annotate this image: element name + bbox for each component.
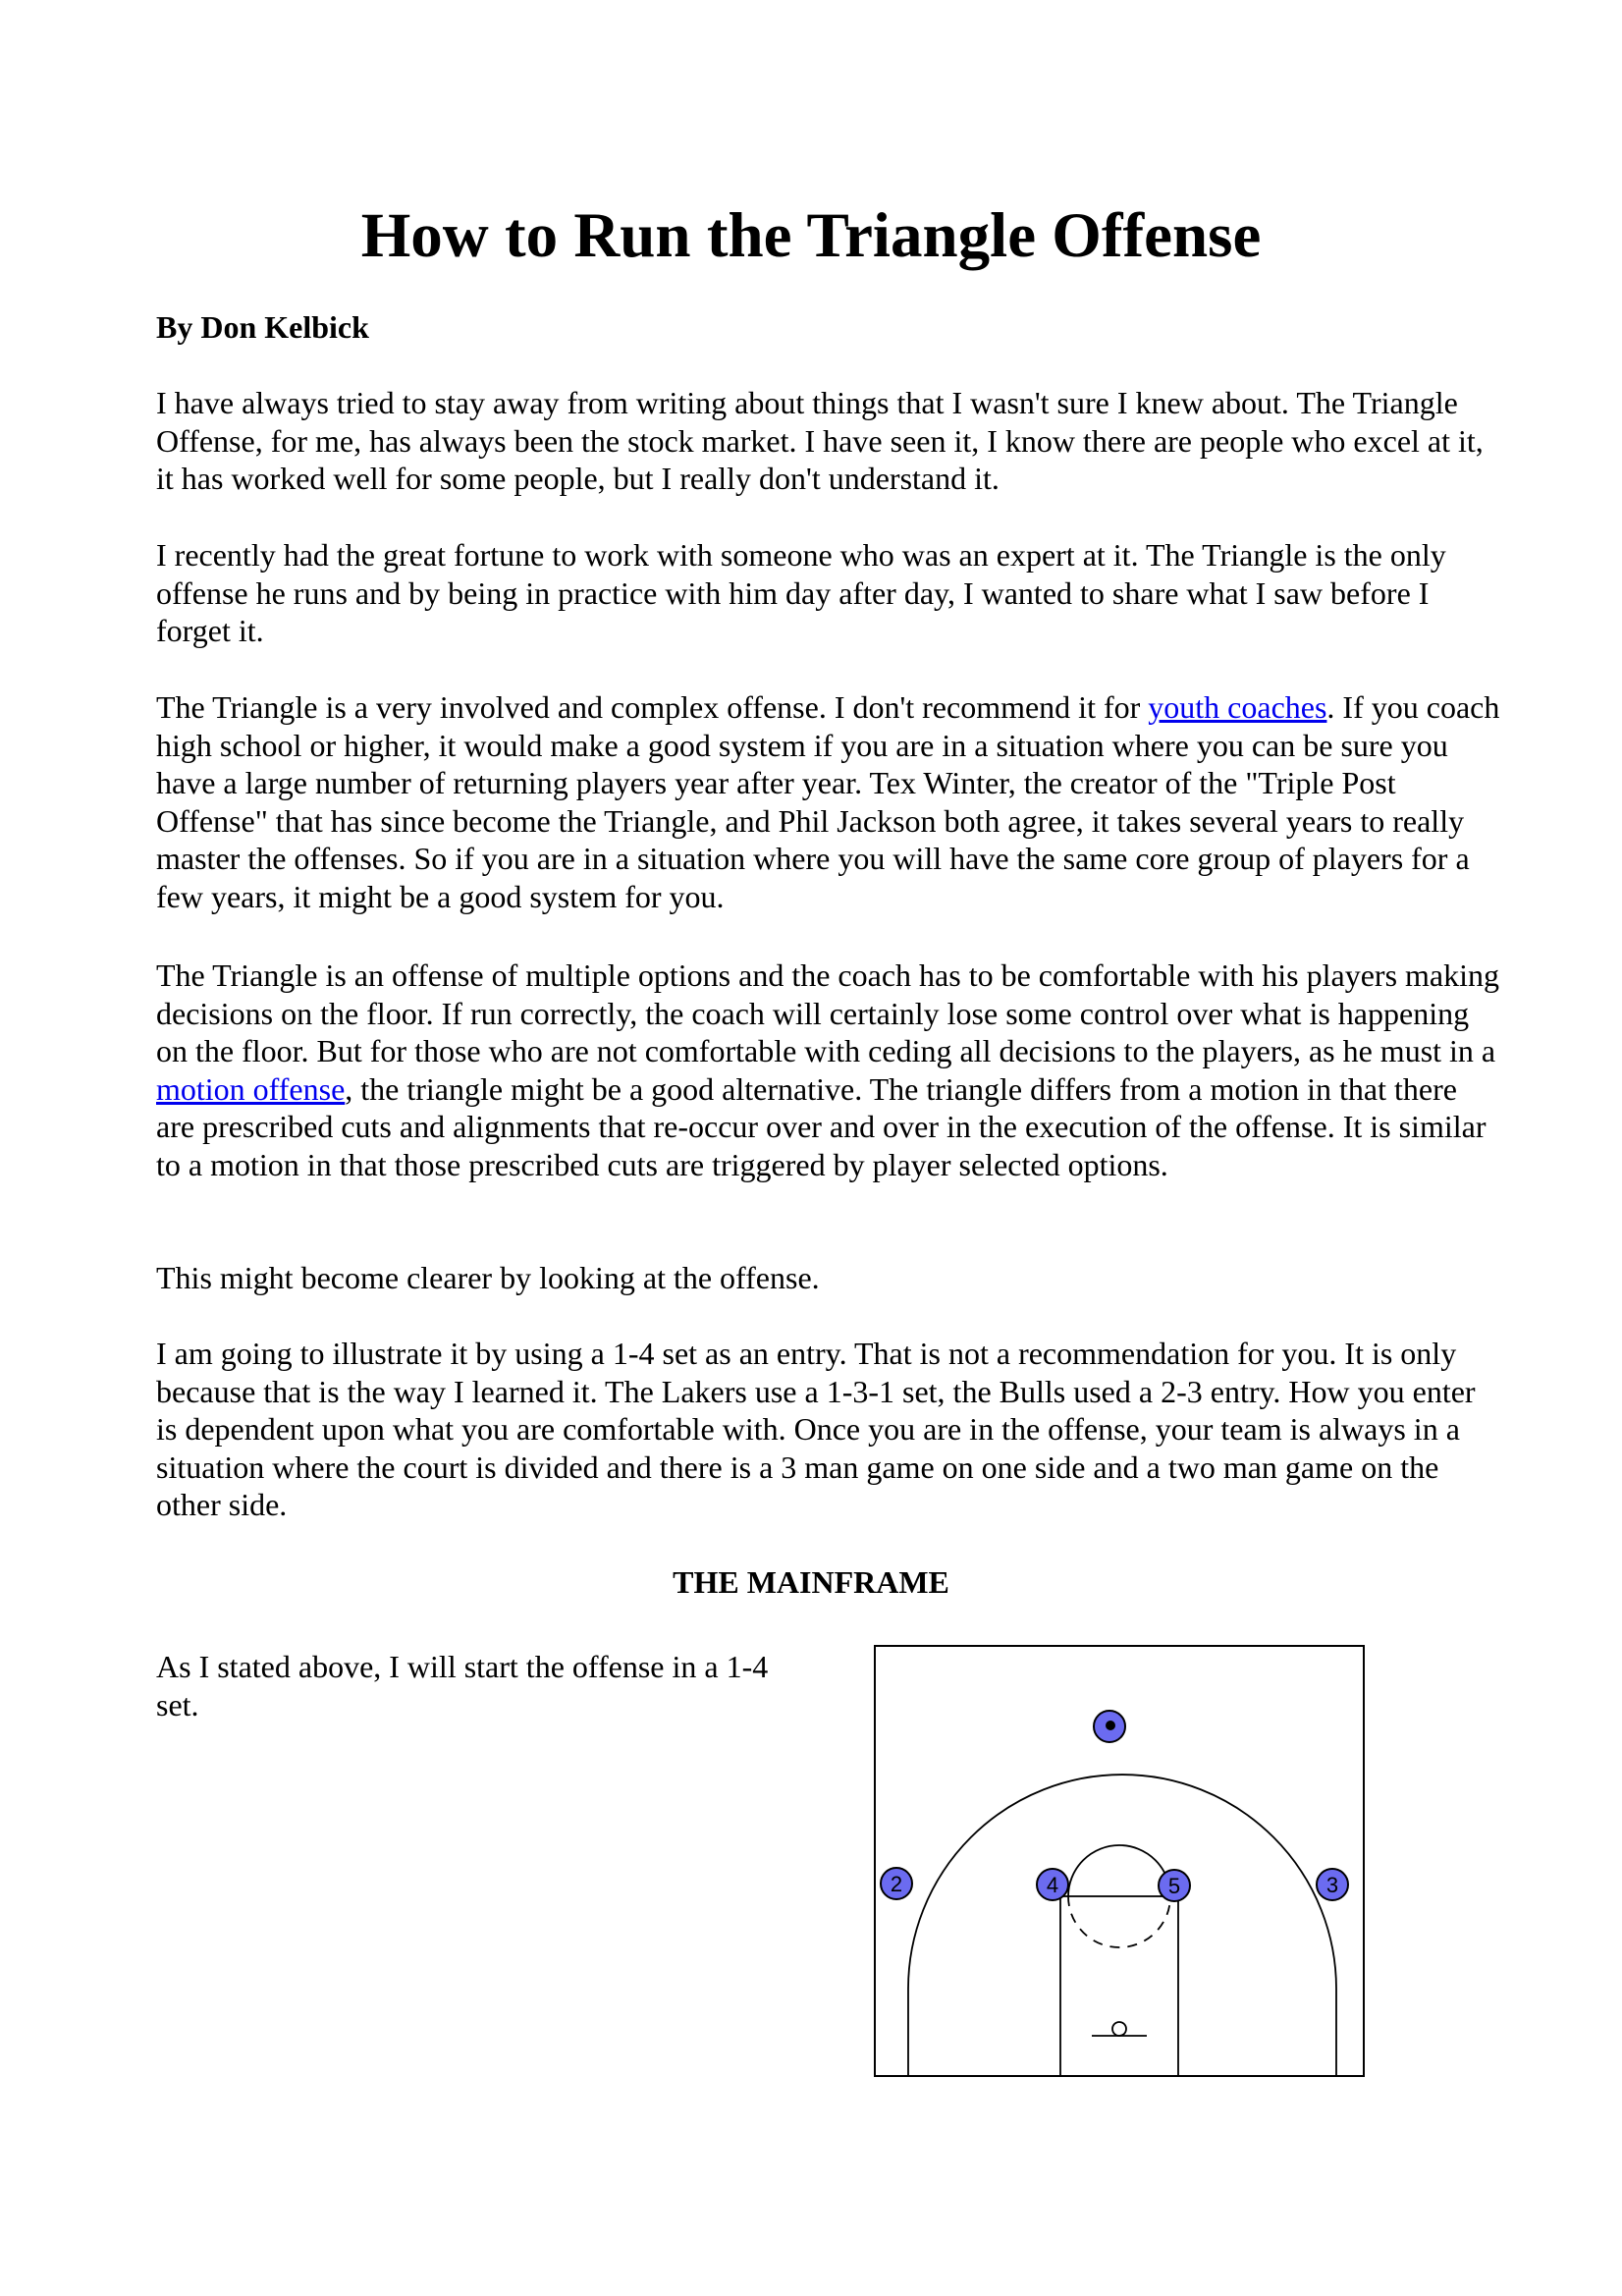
paragraph-2: I recently had the great fortune to work with someone who was an expert at it. The Triangle is the only offense he runs and by being in practice with him day after day, I wanted to share what I saw before I forget it.: [156, 537, 1446, 648]
rim: [1112, 2022, 1126, 2036]
motion-offense-link[interactable]: motion offense: [156, 1070, 346, 1107]
player-3-label: 3: [1325, 1873, 1339, 1897]
player-3: [1317, 1869, 1348, 1900]
paragraph-5: This might become clearer by looking at the offense.: [156, 1260, 820, 1295]
section-paragraph: As I stated above, I will start the offense in a 1-4 set.: [156, 1649, 769, 1722]
paragraph-4-text-a: The Triangle is an offense of multiple options and the coach has to be comfortable with his players making decisions on the floor. If run correctly, the coach will certainly lose some control over what is happening on the floor. But for those who are not comfortable with ceding all decisions to the players, as he must in a: [156, 957, 1499, 1068]
paragraph-4-text-b: , the triangle might be a good alternative. The triangle differs from a motion in that there are prescribed cuts and alignments that re-occur over and over in the execution of the offense. It is similar to a motion in that those prescribed cuts are triggered by player selected options.: [156, 1070, 1487, 1182]
paragraph-3: [156, 688, 1501, 915]
paragraph-4: [156, 957, 1501, 1183]
byline: By Don Kelbick: [156, 309, 369, 345]
ball-icon: [1106, 1721, 1115, 1730]
paragraph-6: I am going to illustrate it by using a 1-4 set as an entry. That is not a recommendation for you. It is only because that is the way I learned it. The Lakers use a 1-3-1 set, the Bulls used a 2-3 entry. How you enter is dependent upon what you are comfortable with. Once you are in the offense, your team is always in a situation where the court is divided and there is a 3 man game on one side and a two man game on the other side.: [156, 1336, 1476, 1522]
free-throw-circle-bottom: [1068, 1896, 1170, 1947]
player-1-ball-handler: [1094, 1711, 1125, 1742]
paragraph-1: I have always tried to stay away from writing about things that I wasn't sure I knew about. The Triangle Offense, for me, has always been the stock market. I have seen it, I know there are people who excel at it, it has worked well for some people, but I really don't understand it.: [156, 385, 1484, 496]
player-2-label: 2: [890, 1872, 903, 1896]
three-point-line: [908, 1775, 1339, 2075]
page-title: How to Run the Triangle Offense: [360, 200, 1262, 271]
player-2: [881, 1868, 912, 1899]
paragraph-3-text-b: . If you coach high school or higher, it would make a good system if you are in a situation where you can be sure you have a large number of returning players year after year. Tex Winter, the creator of the "Triple Post Offense" that has since become the Triangle, and Phil Jackson both agree, it takes several years to really master the offenses. So if you are in a situation where you will have the same core group of players for a few years, it might be a good system for you.: [156, 689, 1500, 914]
player-4-label: 4: [1046, 1873, 1059, 1897]
free-throw-lane: [1060, 1896, 1178, 2077]
free-throw-circle-top: [1068, 1845, 1170, 1896]
player-5: [1159, 1870, 1190, 1901]
section-title: THE MAINFRAME: [673, 1564, 949, 1600]
youth-coaches-link[interactable]: youth coaches: [1148, 689, 1327, 725]
court-border: [875, 1646, 1364, 2076]
court-diagram: [874, 1645, 1365, 2077]
player-5-label: 5: [1167, 1874, 1181, 1898]
paragraph-3-text-a: The Triangle is a very involved and complex offense. I don't recommend it for: [156, 689, 1149, 725]
court-diagram-svg: [874, 1645, 1365, 2077]
player-4: [1037, 1869, 1068, 1900]
